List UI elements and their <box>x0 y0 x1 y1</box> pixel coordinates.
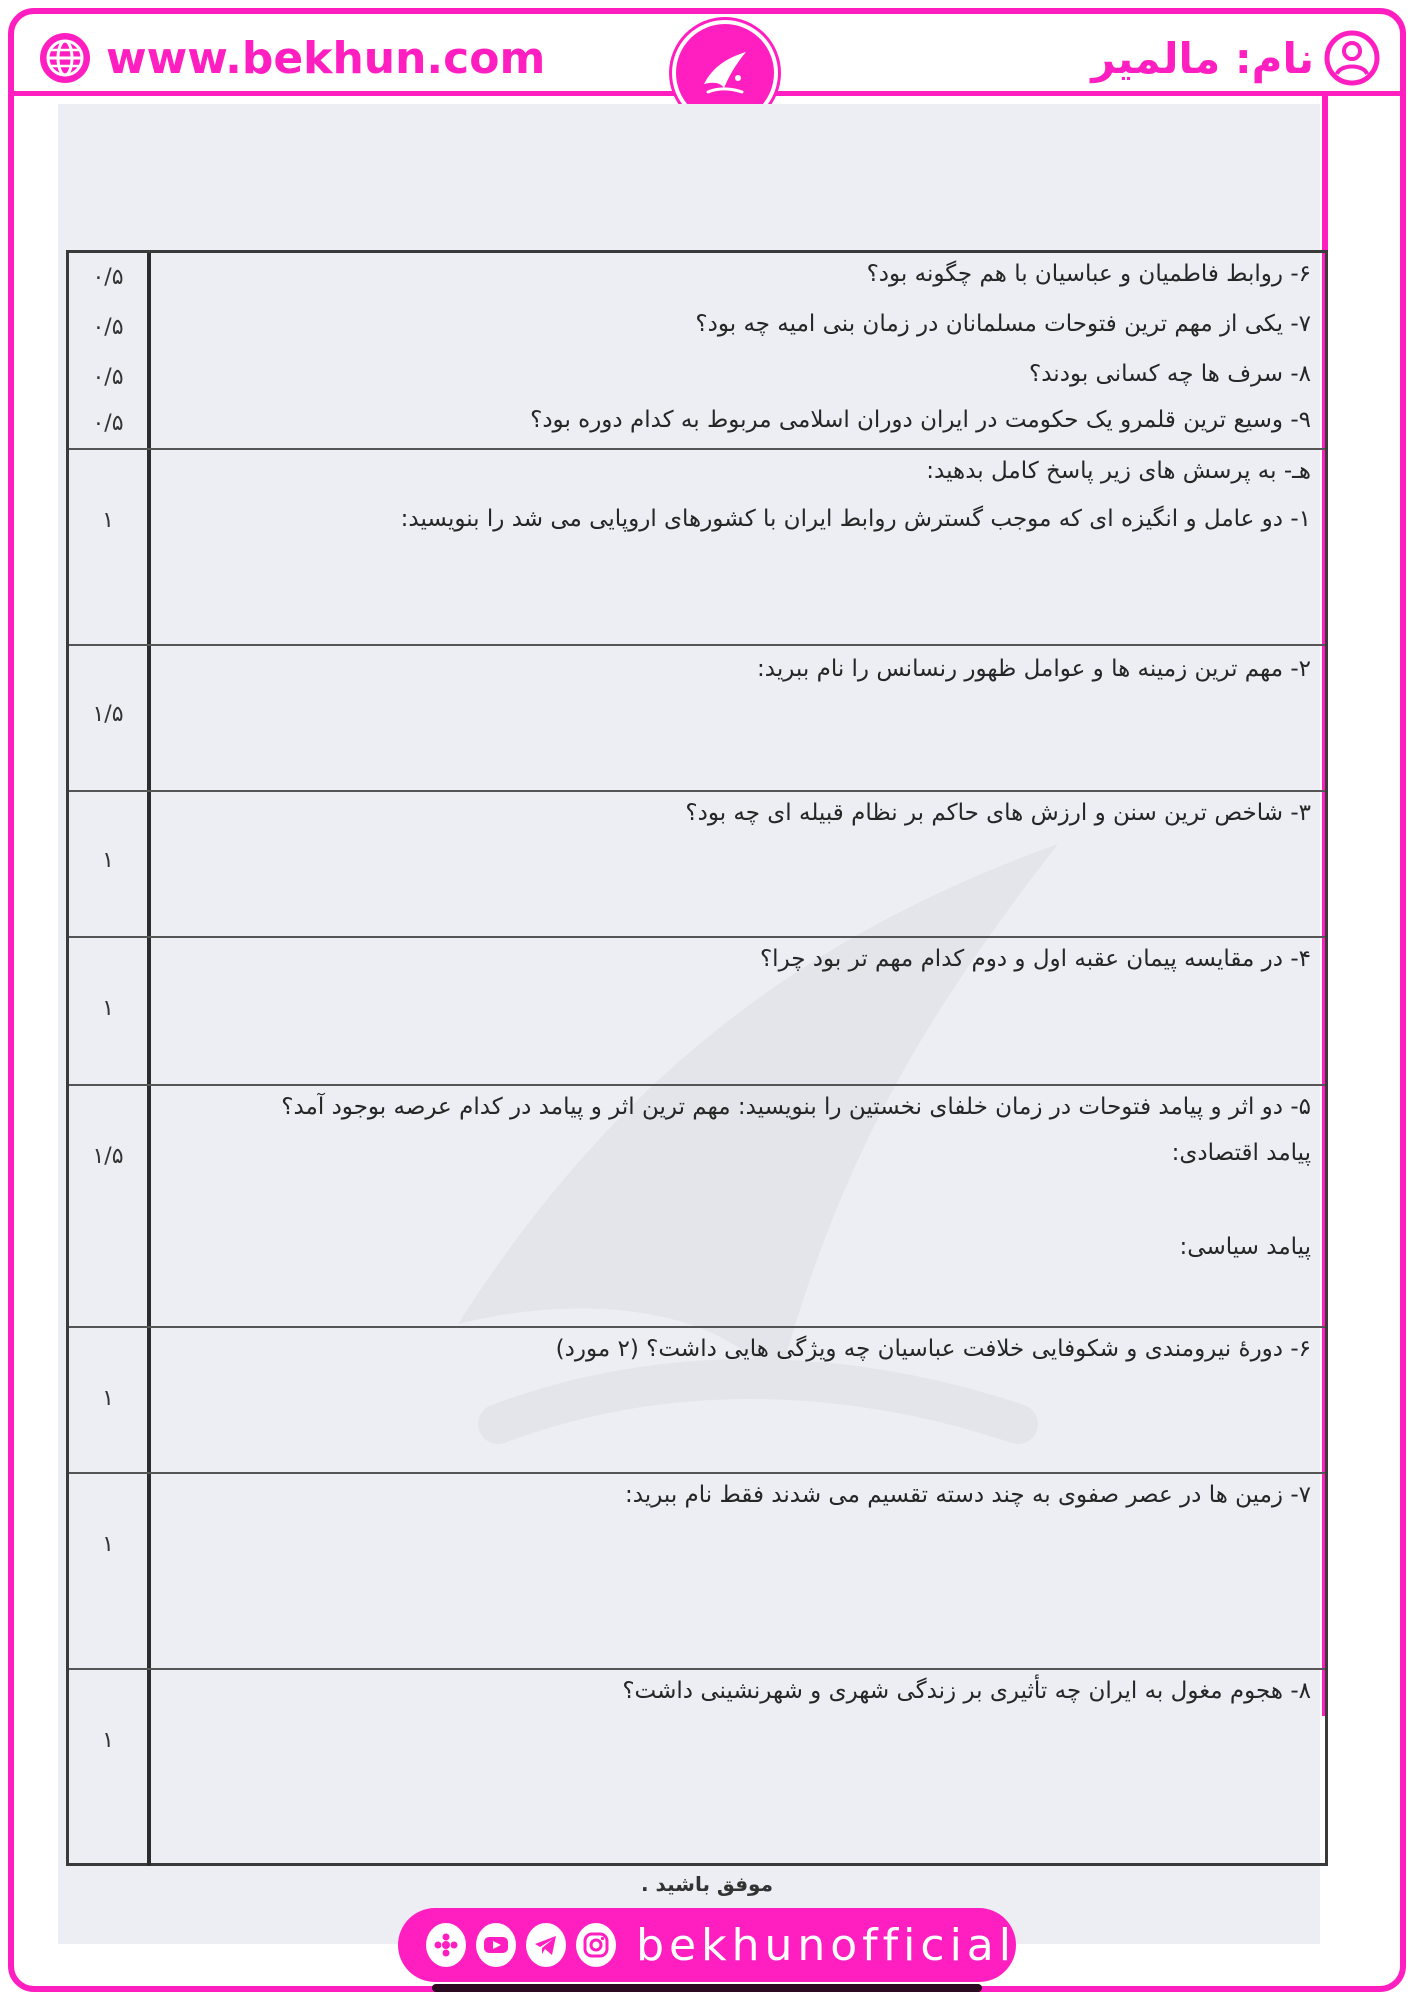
score-column <box>69 1474 151 1668</box>
exam-row-q3 <box>69 792 1325 938</box>
question-score: ۰/۵ <box>92 315 124 340</box>
score-column <box>69 450 151 644</box>
telegram-icon[interactable] <box>526 1923 566 1967</box>
instagram-icon[interactable] <box>576 1923 616 1967</box>
exam-row-q5 <box>69 1086 1325 1328</box>
question-score: ۱ <box>102 996 114 1021</box>
question-score: ۱ <box>102 848 114 873</box>
answer-label-economic: پیامد اقتصادی: <box>1171 1140 1311 1166</box>
good-luck-note: موفق باشید . <box>641 1872 773 1896</box>
social-handle[interactable]: bekhunofficial <box>636 1919 1016 1971</box>
exam-row-q4 <box>69 938 1325 1086</box>
question-score: ۰/۵ <box>92 365 124 390</box>
question-text: ۸- سرف ها چه کسانی بودند؟ <box>1029 361 1311 387</box>
question-text: ۴- در مقایسه پیمان عقبه اول و دوم کدام مهم تر بود چرا؟ <box>759 946 1311 972</box>
question-text: ۲- مهم ترین زمینه ها و عوامل ظهور رنسانس را نام ببرید: <box>757 656 1311 682</box>
website-url: www.bekhun.com <box>106 32 546 84</box>
question-text: ۶- دورۀ نیرومندی و شکوفایی خلافت عباسیان چه ویژگی هایی داشت؟ (۲ مورد) <box>555 1336 1311 1362</box>
question-text: ۷- یکی از مهم ترین فتوحات مسلمانان در زمان بنی امیه چه بود؟ <box>695 311 1311 337</box>
question-score: ۱/۵ <box>92 1144 124 1169</box>
footer-shadow <box>432 1984 982 1992</box>
score-column <box>69 1670 151 1866</box>
exam-row-q1 <box>69 450 1325 646</box>
section-heading: هـ- به پرسش های زیر پاسخ کامل بدهید: <box>926 458 1311 484</box>
user-circle-icon <box>1324 30 1380 86</box>
student-name <box>1091 28 1380 88</box>
question-text: ۶- روابط فاطمیان و عباسیان با هم چگونه بود؟ <box>866 261 1311 287</box>
student-name-text: نام: مالمیر <box>1091 33 1314 83</box>
question-score: ۱/۵ <box>92 702 124 727</box>
youtube-icon[interactable] <box>476 1923 516 1967</box>
question-text: ۵- دو اثر و پیامد فتوحات در زمان خلفای نخستین را بنویسید: مهم ترین اثر و پیامد در کدام عرصه بوجود آمد؟ <box>281 1094 1311 1120</box>
social-bar <box>398 1908 1016 1982</box>
question-text: ۱- دو عامل و انگیزه ای که موجب گسترش روابط ایران با کشورهای اروپایی می شد را بنویسید: <box>400 506 1311 532</box>
aparat-icon[interactable] <box>426 1923 466 1967</box>
question-score: ۰/۵ <box>92 265 124 290</box>
score-column <box>69 1086 151 1326</box>
question-score: ۱ <box>102 1728 114 1753</box>
exam-row-q7 <box>69 1474 1325 1670</box>
header-bar <box>14 14 1400 96</box>
question-score: ۰/۵ <box>92 411 124 436</box>
question-text: ۳- شاخص ترین سنن و ارزش های حاکم بر نظام قبیله ای چه بود؟ <box>685 800 1311 826</box>
answer-label-political: پیامد سیاسی: <box>1179 1234 1311 1260</box>
exam-row-short-answers <box>69 253 1325 450</box>
globe-icon <box>38 31 92 85</box>
question-text: ۹- وسیع ترین قلمرو یک حکومت در ایران دوران اسلامی مربوط به کدام دوره بود؟ <box>530 407 1311 433</box>
question-text: ۷- زمین ها در عصر صفوی به چند دسته تقسیم می شدند فقط نام ببرید: <box>624 1482 1311 1508</box>
question-score: ۱ <box>102 508 114 533</box>
exam-row-q6 <box>69 1328 1325 1474</box>
exam-row-q8 <box>69 1670 1325 1866</box>
question-text: ۸- هجوم مغول به ایران چه تأثیری بر زندگی شهری و شهرنشینی داشت؟ <box>622 1678 1311 1704</box>
question-score: ۱ <box>102 1386 114 1411</box>
question-score: ۱ <box>102 1532 114 1557</box>
website-link[interactable] <box>38 28 545 88</box>
exam-table <box>66 250 1328 1866</box>
exam-row-q2 <box>69 646 1325 792</box>
